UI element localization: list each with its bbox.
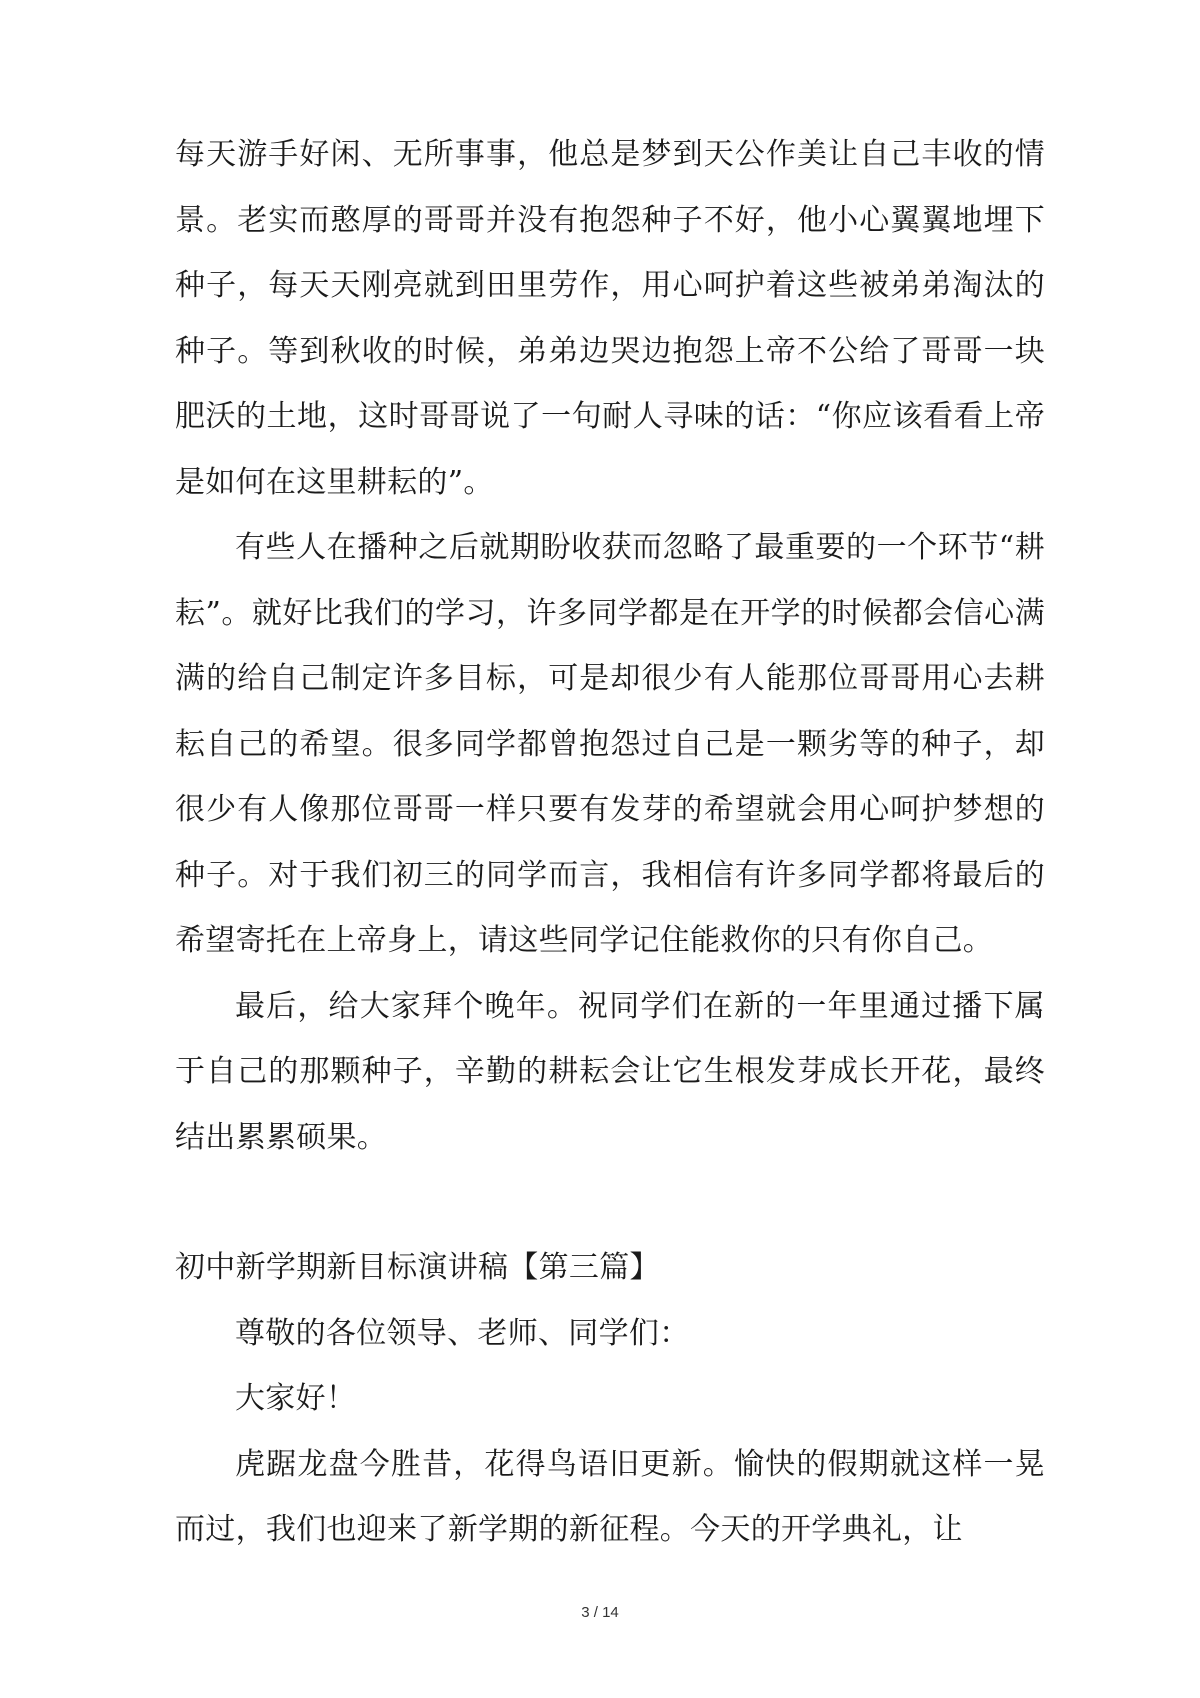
hello-line: 大家好！ <box>235 1381 357 1416</box>
document-body <box>175 122 1045 1563</box>
section-spacer <box>175 1170 1045 1235</box>
section-heading: 初中新学期新目标演讲稿【第三篇】 <box>175 1250 660 1285</box>
paragraph-story-ending: 每天游手好闲、无所事事，他总是梦到天公作美让自己丰收的情景。老实而憨厚的哥哥并没有抱怨种子不好，他小心翼翼地埋下种子，每天天刚亮就到田里劳作，用心呵护着这些被弟弟淘汰的种子。等到秋收的时候，弟弟边哭边抱怨上帝不公给了哥哥一块肥沃的土地，这时哥哥说了一句耐人寻味的话：“你应该看看上帝是如何在这里耕耘的”。 <box>175 137 1045 500</box>
paragraph-opening: 虎踞龙盘今胜昔，花得鸟语旧更新。愉快的假期就这样一晃而过，我们也迎来了新学期的新征程。今天的开学典礼，让 <box>175 1446 1045 1547</box>
paragraph-cultivation: 有些人在播种之后就期盼收获而忽略了最重要的一个环节“耕耘”。就好比我们的学习，许多同学都是在开学的时候都会信心满满的给自己制定许多目标，可是却很少有人能那位哥哥用心去耕耘自己的希望。很多同学都曾抱怨过自己是一颗劣等的种子，却很少有人像那位哥哥一样只要有发芽的希望就会用心呵护梦想的种子。对于我们初三的同学而言，我相信有许多同学都将最后的希望寄托在上帝身上，请这些同学记住能救你的只有你自己。 <box>175 530 1045 958</box>
paragraph-closing-wishes: 最后，给大家拜个晚年。祝同学们在新的一年里通过播下属于自己的那颗种子，辛勤的耕耘会让它生根发芽成长开花，最终结出累累硕果。 <box>175 988 1045 1155</box>
page-number: 3 / 14 <box>581 1604 619 1621</box>
greeting-line: 尊敬的各位领导、老师、同学们： <box>235 1315 690 1351</box>
